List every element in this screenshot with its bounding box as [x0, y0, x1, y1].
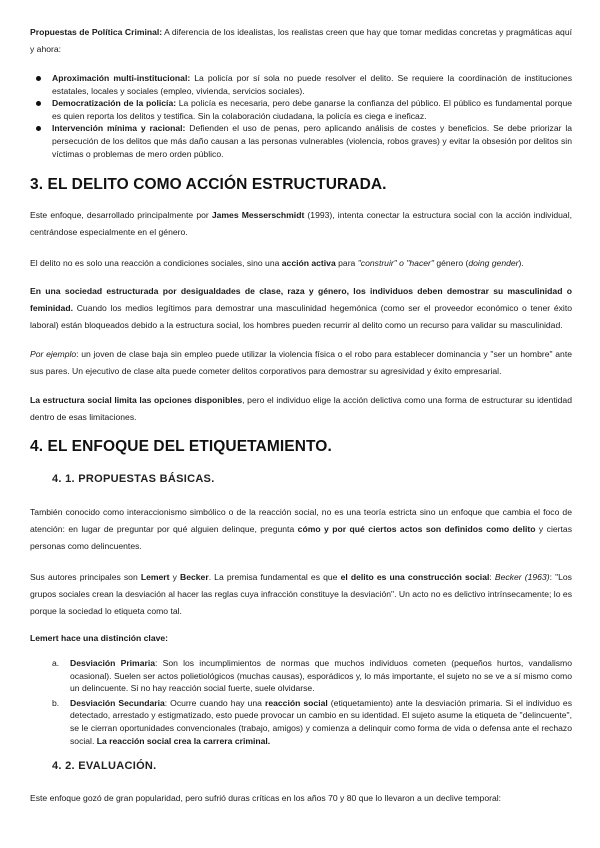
text-run: Lemert hace una distinción clave: [30, 633, 169, 643]
text-run: y ciertas personas como delincuentes. [30, 524, 572, 551]
list-marker: a. [52, 658, 60, 668]
lemert-paragraph [30, 630, 572, 647]
item-text: : Ocurre cuando hay una [164, 697, 265, 708]
subsection-4-2-heading: 4. 2. EVALUACIÓN. [52, 760, 157, 772]
text-run: Cuando los medios legítimos para demostrar una masculinidad hegemónica (como ser el proveedor económico o tener éxito laboral) están bloqueados debido a la estructura social, los hombres pueden recurrir al delito como un recurso para validar su masculinidad. [30, 303, 572, 330]
item-text: (etiquetamiento) ante la desviación primaria. Si el individuo es detectado, arrestado y estigmatizado, esto puede provocar un cambio en su identidad. El sujeto asume la etiqueta de "delincuente", se le cierran oportunidades convencionales (trabajo, amigos) y comienza a delinquir como forma de vida o defensa ante el rechazo social. [70, 697, 572, 746]
item-text: : Son los incumplimientos de normas que muchos individuos cometen (pequeños hurtos, vandalismo ocasional). Suelen ser actos polietiológicos (muchas causas), esporádicos y, lo más importante, el sujeto no se ve a sí mismo como un delincuente. Si no hay reacción social fuerte, suele olvidarse. [70, 658, 573, 694]
bullet-icon [36, 76, 41, 81]
section-3-paragraph-1 [30, 207, 572, 241]
list-marker: b. [52, 697, 60, 708]
text-run: (1993), intenta conectar la estructura social con la acción individual, centrándose especialmente en el género. [30, 210, 572, 237]
item-label: Desviación Primaria [70, 658, 155, 668]
author-name: Becker [180, 572, 209, 582]
list-item [30, 97, 572, 122]
list-item [30, 697, 572, 747]
list-item [30, 122, 572, 160]
text-run: acción activa [281, 258, 336, 268]
intro-text: A diferencia de los idealistas, los realistas creen que hay que tomar medidas concretas y pragmáticas aquí y ahora: [30, 27, 572, 54]
section-3-paragraph-4 [30, 346, 572, 380]
author-name: Lemert [140, 572, 170, 582]
intro-paragraph [30, 24, 572, 58]
text-run: , pero el individuo elige la acción delictiva como una forma de estructurar su identidad dentro de esas limitaciones. [30, 395, 572, 422]
text-run: : [489, 572, 495, 582]
text-run: Por ejemplo [30, 349, 77, 359]
list-item [30, 72, 572, 97]
bullet-text: La policía por sí sola no puede resolver el delito. Se requiere la coordinación de instituciones estatales, locales y sociales (empleo, vivienda, servicios sociales). [52, 73, 572, 96]
section-4-paragraph-1 [30, 504, 572, 555]
policy-bullet-list [30, 72, 572, 160]
text-run: También conocido como interaccionismo simbólico o de la reacción social, no es una teoría estricta sino un enfoque que cambia el foco de atención: en lugar de preguntar por qué alguien delinque, pregunta [30, 507, 572, 534]
subsection-4-1-heading: 4. 1. PROPUESTAS BÁSICAS. [52, 473, 215, 485]
list-item [30, 657, 572, 695]
author-name: James Messerschmidt [211, 210, 305, 220]
deviation-list [30, 657, 572, 749]
text-run: para [335, 258, 358, 268]
section-3-paragraph-3 [30, 283, 572, 334]
section-4-paragraph-2 [30, 569, 572, 620]
text-run: La estructura social limita las opciones disponibles [30, 395, 243, 405]
bullet-icon [36, 126, 41, 131]
evaluation-paragraph: Este enfoque gozó de gran popularidad, pero sufrió duras críticas en los años 70 y 80 que lo llevaron a un declive temporal: [30, 793, 502, 803]
bullet-text: La policía es necesaria, pero debe ganarse la confianza del público. El público es fundamental porque es quien reporta los delitos y testifica. Sin la colaboración ciudadana, la policía es ciega e ineficaz. [52, 98, 573, 121]
text-run: . La premisa fundamental es que [208, 572, 341, 582]
text-run: ). [518, 258, 524, 268]
text-run: : "Los grupos sociales crean la desviación al hacer las reglas cuya infracción constituye la desviación". Un acto no es delictivo intrínsecamente; lo es porque la sociedad lo etiqueta como tal. [30, 572, 572, 616]
intro-label: Propuestas de Política Criminal: [30, 27, 163, 37]
text-run: el delito es una construcción social [340, 572, 490, 582]
citation: Becker (1963) [494, 572, 550, 582]
section-3-paragraph-5 [30, 392, 572, 426]
section-3-paragraph-2 [30, 255, 572, 272]
section-4-heading: 4. EL ENFOQUE DEL ETIQUETAMIENTO. [30, 438, 332, 455]
text-run: género ( [433, 258, 469, 268]
bullet-label: Intervención mínima y racional: [52, 123, 186, 134]
section-3-heading: 3. EL DELITO COMO ACCIÓN ESTRUCTURADA. [30, 176, 387, 193]
item-label: Desviación Secundaria [70, 697, 165, 708]
text-run: Este enfoque, desarrollado principalmente por [30, 210, 212, 220]
text-run: "construir" o "hacer" [357, 258, 434, 268]
bullet-icon [36, 101, 41, 106]
text-run: cómo y por qué ciertos actos son definidos como delito [297, 524, 536, 534]
text-run: : un joven de clase baja sin empleo puede utilizar la violencia física o el robo para establecer dominancia y "ser un hombre" ante sus pares. Un ejecutivo de clase alta puede cometer delitos corporativos para demostrar su agresividad y éxito empresarial. [30, 349, 572, 376]
bullet-label: Aproximación multi-institucional: [52, 73, 191, 83]
item-text: La reacción social crea la carrera criminal. [96, 735, 271, 746]
bullet-text: Defienden el uso de penas, pero aplicando análisis de costes y beneficios. Se debe priorizar la persecución de los delitos que más daño causan a las personas vulnerables (violencia, robos graves) y evitar la obsesión por delitos sin víctimas o problemas de mero orden público. [52, 123, 573, 159]
text-run: y [169, 572, 181, 582]
text-run: doing gender [468, 258, 519, 268]
text-run: En una sociedad estructurada por desigualdades de clase, raza y género, los individuos deben demostrar su masculinidad o feminidad. [30, 286, 572, 313]
text-run: Sus autores principales son [30, 572, 141, 582]
bullet-label: Democratización de la policía: [52, 98, 177, 109]
item-text: reacción social [265, 697, 328, 708]
text-run: El delito no es solo una reacción a condiciones sociales, sino una [30, 258, 282, 268]
